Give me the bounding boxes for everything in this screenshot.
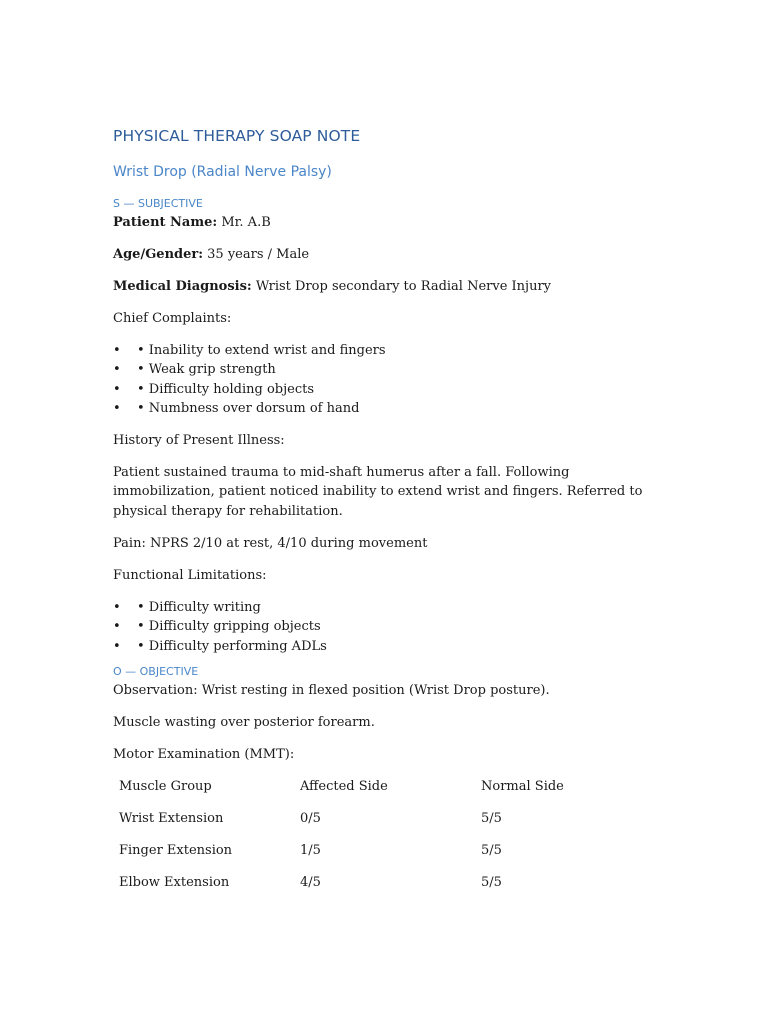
- list-item-text: • Difficulty gripping objects: [137, 619, 321, 635]
- hpi-label: History of Present Illness:: [113, 433, 285, 449]
- bullet-icon: •: [113, 400, 121, 416]
- subjective-heading: S — SUBJECTIVE: [113, 197, 203, 210]
- observation-line: Observation: Wrist resting in flexed position (Wrist Drop posture).: [113, 682, 550, 698]
- objective-heading: O — OBJECTIVE: [113, 664, 199, 678]
- diagnosis-label: Medical Diagnosis:: [113, 279, 252, 294]
- table-header-cell: Affected Side: [300, 778, 388, 794]
- table-cell: Finger Extension: [119, 842, 233, 858]
- diagnosis-value: Wrist Drop secondary to Radial Nerve Injury: [251, 279, 552, 294]
- patient-name-label: Patient Name:: [113, 215, 218, 230]
- list-item-text: • Inability to extend wrist and fingers: [137, 343, 386, 358]
- list-item-text: • Difficulty holding objects: [137, 381, 314, 397]
- chief-complaints-list: [113, 341, 653, 418]
- list-item: [113, 399, 653, 418]
- age-gender-value: 35 years / Male: [203, 247, 310, 262]
- bullet-icon: •: [113, 638, 121, 654]
- pain-line: Pain: NPRS 2/10 at rest, 4/10 during movement: [113, 536, 428, 552]
- document-subtitle: Wrist Drop (Radial Nerve Palsy): [113, 164, 332, 180]
- bullet-icon: •: [113, 600, 121, 616]
- age-gender-line: [113, 245, 653, 264]
- list-item-text: • Difficulty performing ADLs: [137, 638, 327, 654]
- table-cell: 1/5: [300, 842, 321, 858]
- patient-name-value: Mr. A.B: [217, 215, 271, 230]
- patient-name-line: [113, 213, 653, 232]
- mmt-label: Motor Examination (MMT):: [113, 746, 295, 762]
- table-cell: Wrist Extension: [119, 810, 224, 826]
- hpi-text: Patient sustained trauma to mid-shaft humerus after a fall. Following immobilization, patient noticed inability to extend wrist and fingers. Referred to physical therapy for rehabilitation.: [113, 465, 643, 519]
- table-header-cell: Muscle Group: [119, 778, 212, 794]
- list-item-text: • Weak grip strength: [137, 362, 276, 378]
- list-item: [113, 598, 653, 617]
- table-header-row: [113, 777, 641, 809]
- list-item-text: • Numbness over dorsum of hand: [137, 400, 360, 416]
- bullet-icon: •: [113, 362, 121, 378]
- list-item: [113, 360, 653, 379]
- bullet-icon: •: [113, 343, 121, 358]
- table-cell: 5/5: [481, 842, 502, 858]
- list-item: [113, 341, 653, 360]
- table-row: [113, 873, 641, 905]
- diagnosis-line: [113, 277, 653, 296]
- bullet-icon: •: [113, 381, 121, 397]
- list-item: [113, 617, 653, 636]
- table-header-cell: Normal Side: [481, 778, 564, 794]
- table-row: [113, 809, 641, 841]
- table-cell: 5/5: [481, 810, 502, 826]
- list-item: [113, 380, 653, 399]
- functional-limitations-label: Functional Limitations:: [113, 568, 267, 584]
- functional-limitations-list: [113, 598, 653, 656]
- table-row: [113, 841, 641, 873]
- table-cell: 4/5: [300, 874, 321, 890]
- bullet-icon: •: [113, 619, 121, 635]
- chief-complaints-label: Chief Complaints:: [113, 311, 232, 326]
- age-gender-label: Age/Gender:: [113, 247, 204, 262]
- table-cell: Elbow Extension: [119, 874, 230, 890]
- list-item-text: • Difficulty writing: [137, 600, 261, 616]
- muscle-wasting-line: Muscle wasting over posterior forearm.: [113, 714, 375, 730]
- list-item: [113, 637, 653, 656]
- mmt-table: [113, 777, 641, 905]
- document-title: PHYSICAL THERAPY SOAP NOTE: [113, 127, 361, 145]
- table-cell: 0/5: [300, 810, 321, 826]
- document-content: [113, 124, 653, 905]
- table-cell: 5/5: [481, 874, 502, 890]
